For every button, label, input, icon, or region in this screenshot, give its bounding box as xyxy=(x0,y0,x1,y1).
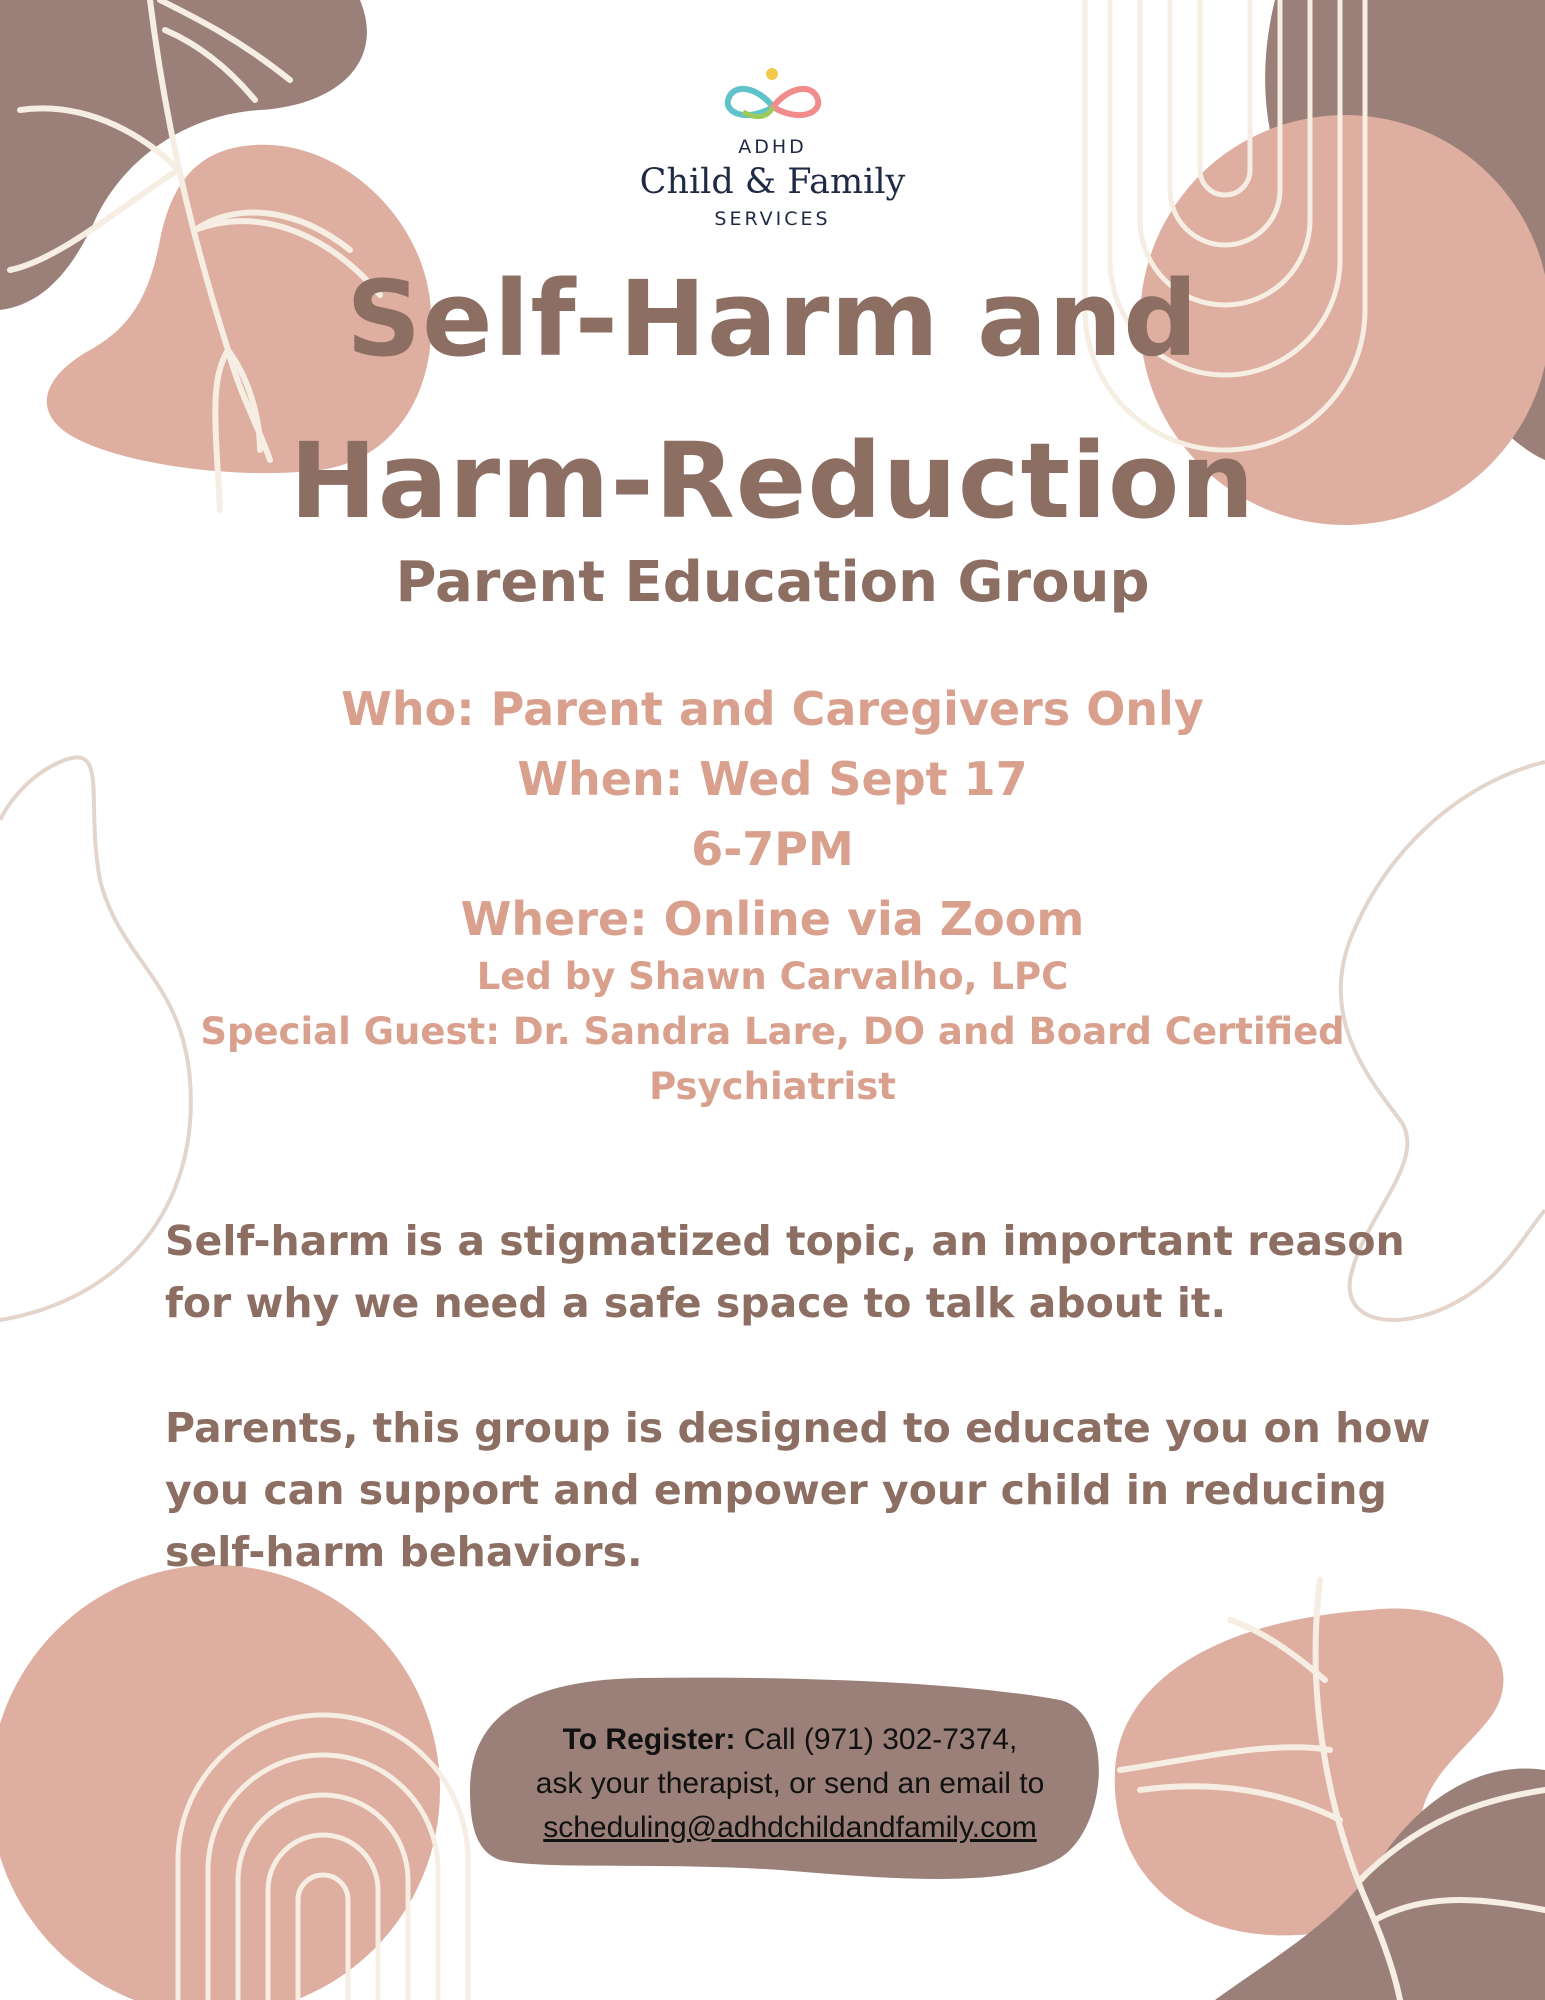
logo-bottom-text: SERVICES xyxy=(714,208,831,230)
title-line-1: Self-Harm and xyxy=(346,258,1199,380)
register-email-link[interactable]: scheduling@adhdchildandfamily.com xyxy=(543,1811,1037,1844)
body-paragraph-2: Parents, this group is designed to educate you on how you can support and empower your child in reducing self-harm behaviors. xyxy=(165,1404,1431,1576)
logo xyxy=(560,62,985,230)
subtitle: Parent Education Group xyxy=(395,550,1150,615)
title-line-2: Harm-Reduction xyxy=(289,420,1256,542)
infinity-icon xyxy=(713,62,833,132)
register-label: To Register: xyxy=(562,1723,736,1756)
logo-top-text: ADHD xyxy=(738,136,807,158)
special-guest-line-2: Psychiatrist xyxy=(649,1065,896,1108)
register-line-3 xyxy=(480,1806,1100,1850)
special-guest-line-1: Special Guest: Dr. Sandra Lare, DO and Board Certified xyxy=(200,1010,1345,1053)
who-text: Who: Parent and Caregivers Only xyxy=(341,682,1204,736)
time-text: 6-7PM xyxy=(691,822,854,876)
where-text: Where: Online via Zoom xyxy=(460,892,1085,946)
bottom-left-blush-circle xyxy=(0,1565,440,2000)
body-paragraph-1: Self-harm is a stigmatized topic, an important reason for why we need a safe space to talk about it. xyxy=(165,1217,1405,1327)
register-phone-text: Call (971) 302-7374, xyxy=(743,1723,1018,1756)
register-line-1 xyxy=(480,1718,1100,1762)
when-text: When: Wed Sept 17 xyxy=(517,752,1028,806)
register-line-2: ask your therapist, or send an email to xyxy=(535,1767,1045,1800)
logo-middle-text: Child & Family xyxy=(639,162,906,202)
led-by-text: Led by Shawn Carvalho, LPC xyxy=(476,955,1069,998)
register-info xyxy=(480,1718,1100,1850)
